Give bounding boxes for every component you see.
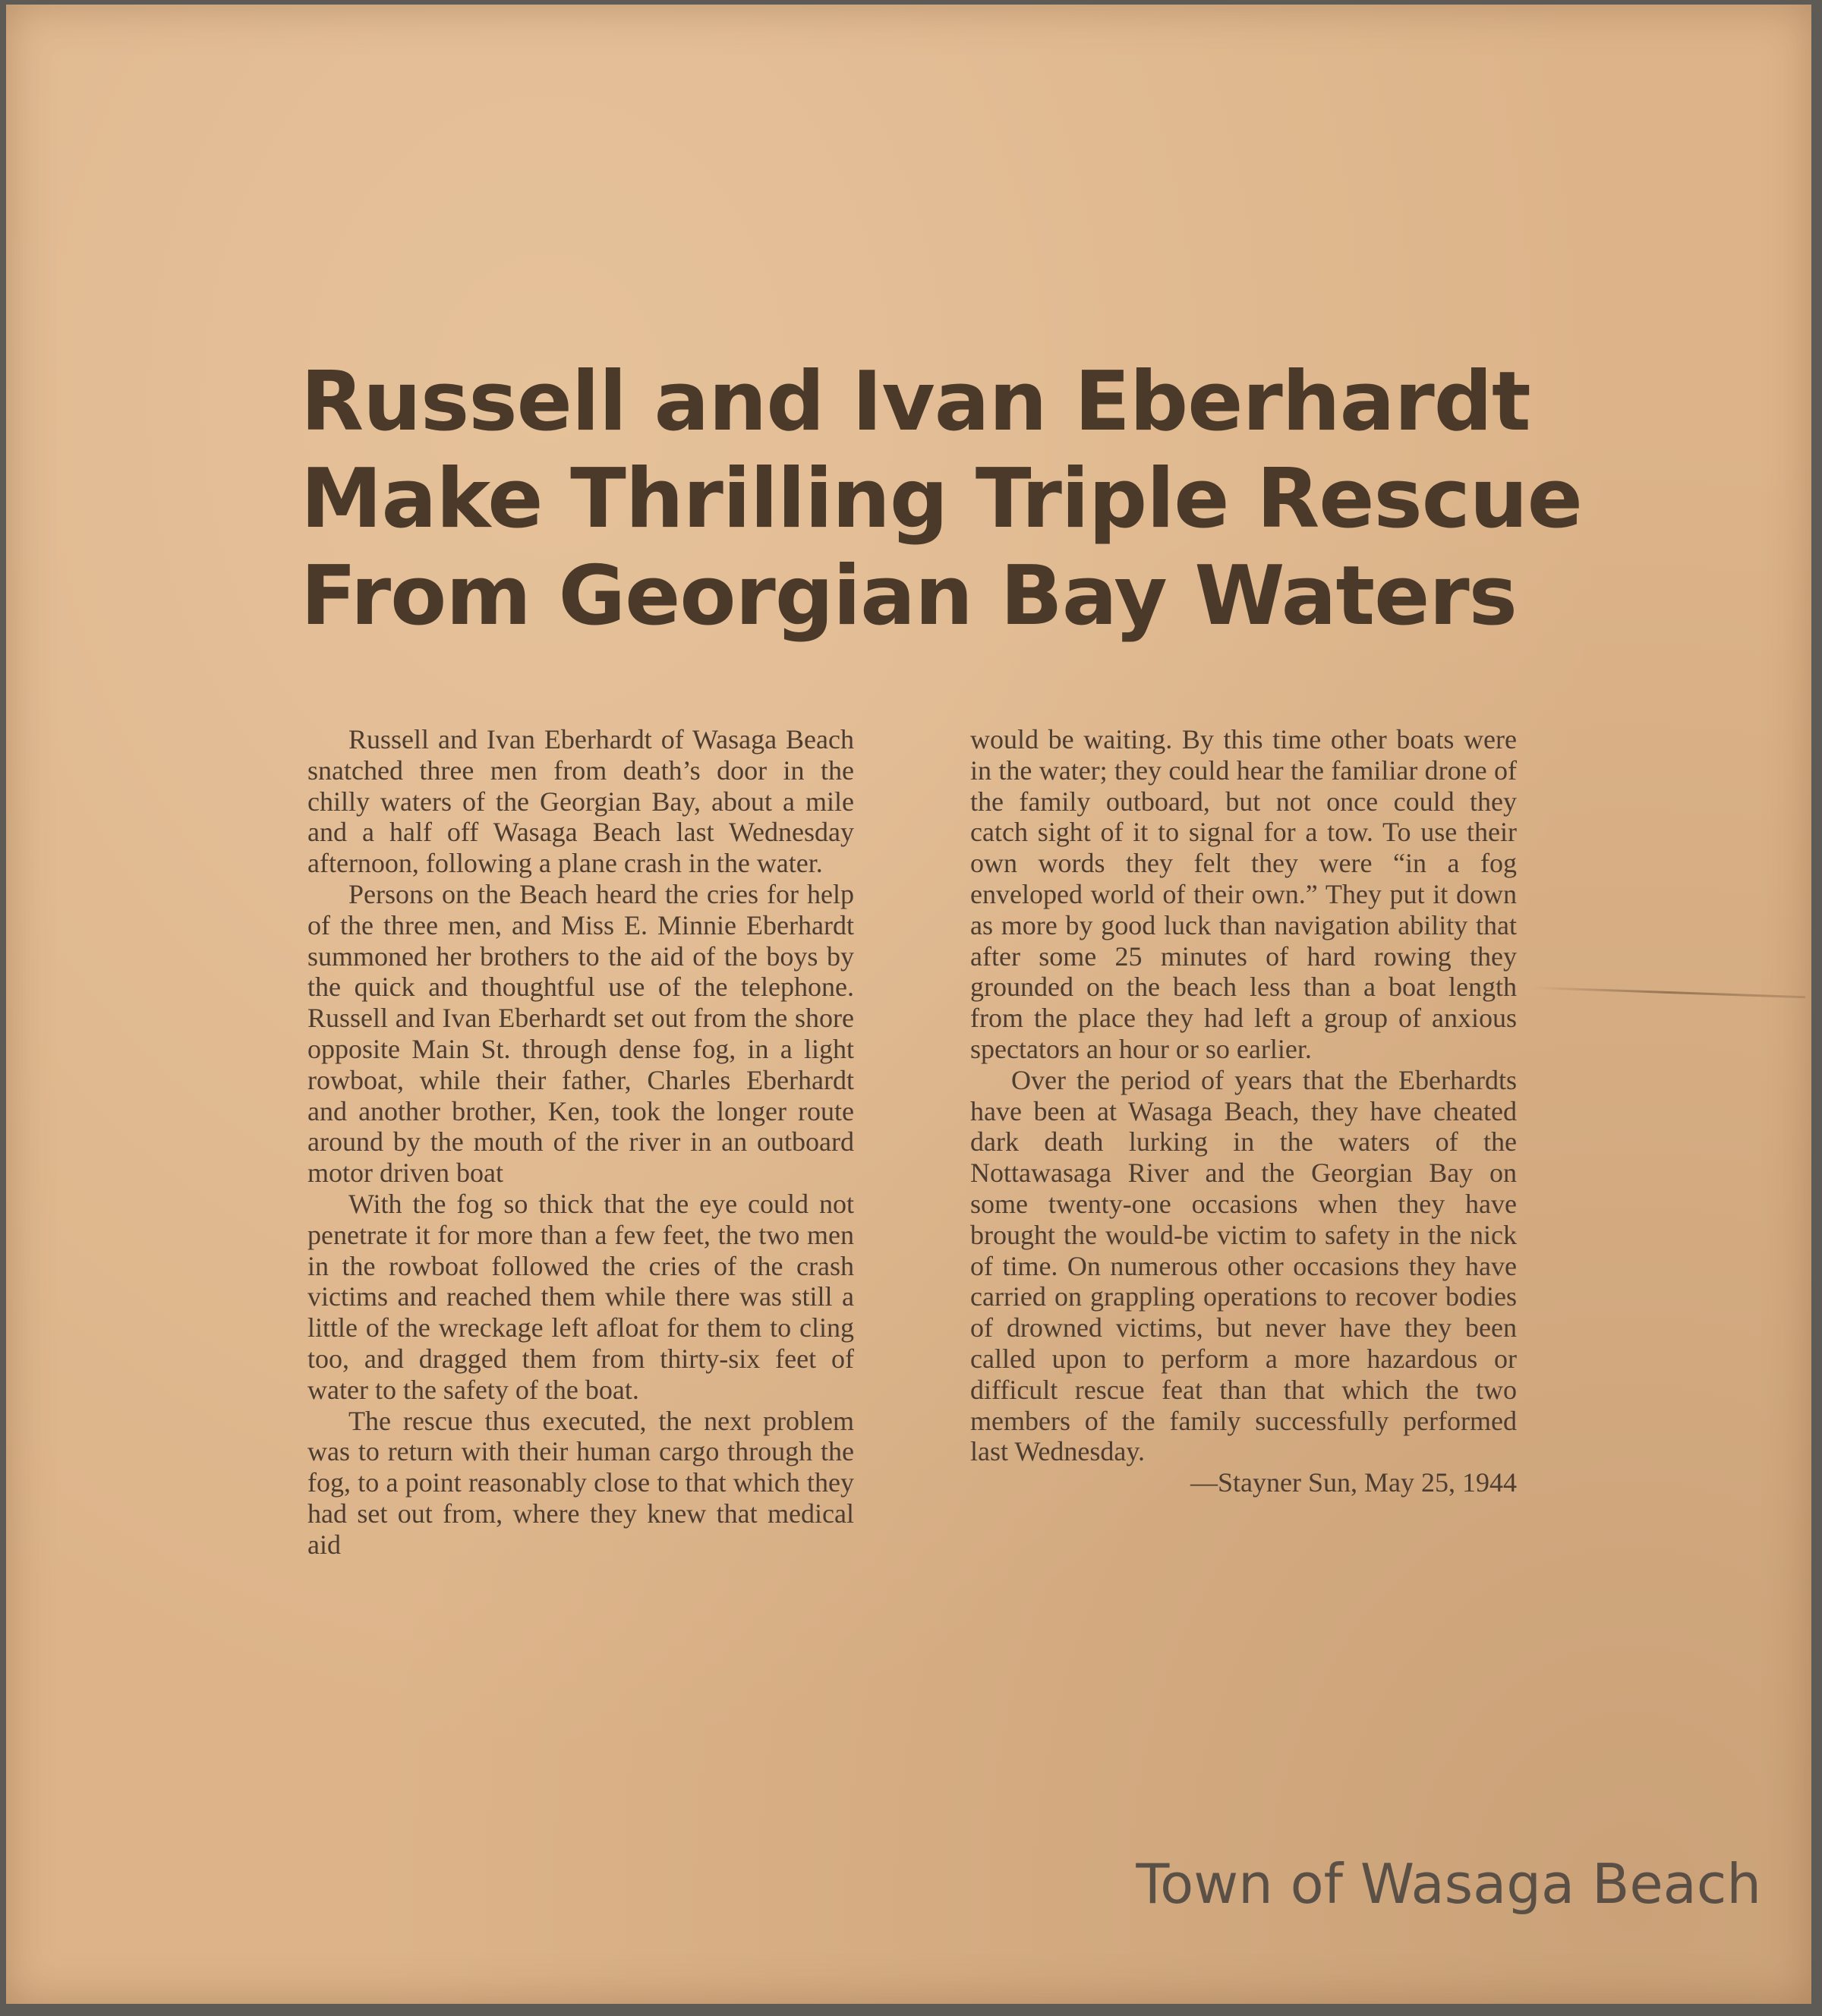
source-credit: —Stayner Sun, May 25, 1944 [1190,1467,1517,1498]
newspaper-clipping [6,5,1811,2004]
article-paragraph: Persons on the Beach heard the cries for help of the three men, and Miss E. Minnie Eberhardt summoned her brothers to the aid of the boys by the quick and thoughtful use of the telephone. Russell and Ivan Eberhardt set out from the shore opposite Main St. through dense fog, in a light rowboat, while their father, Charles Eberhardt and another brother, Ken, took the longer route around by the mouth of the river in an outboard motor driven boat [307,878,854,1189]
paper-crease [1532,987,1805,999]
watermark: Town of Wasaga Beach [1136,1852,1761,1916]
headline-line-3: From Georgian Bay Waters [301,549,1517,644]
article-paragraph: The rescue thus executed, the next problem was to return with their human cargo through the fog, to a point reasonably close to that which they had set out from, where they knew that medical aid [307,1405,854,1560]
headline-line-1: Russell and Ivan Eberhardt [301,354,1530,449]
article-paragraph: With the fog so thick that the eye could not penetrate it for more than a few feet, the two men in the rowboat followed the cries of the crash victims and reached them while there was still a little of the wreckage left afloat for them to cling too, and dragged them from thirty-six feet of water to the safety of the boat. [307,1188,854,1405]
headline-line-2: Make Thrilling Triple Rescue [301,452,1582,547]
article-paragraph-continued: would be waiting. By this time other boats were in the water; they could hear the familiar drone of the family outboard, but not once could they catch sight of it to signal for a tow. To use their own words they felt they were “in a fog enveloped world of their own.” They put it down as more by good luck than navigation ability that after some 25 minutes of hard rowing they grounded on the beach less than a boat length from the place they had left a group of anxious spectators an hour or so earlier. [970,724,1517,1064]
headline [301,354,1582,645]
article-paragraph: Over the period of years that the Eberhardts have been at Wasaga Beach, they have cheated dark death lurking in the waters of the Nottawasaga River and the Georgian Bay on some twenty-one occasions when they have brought the would-be victim to safety in the nick of time. On numerous other occasions they have carried on grappling operations to recover bodies of drowned victims, but never have they been called upon to perform a more hazardous or difficult rescue feat than that which the two members of the family successfully performed last Wednesday. [970,1064,1517,1467]
article-paragraph: Russell and Ivan Eberhardt of Wasaga Beach snatched three men from death’s door in the chilly waters of the Georgian Bay, about a mile and a half off Wasaga Beach last Wednesday afternoon, following a plane crash in the water. [307,724,854,879]
article-left-column [307,724,854,1561]
article-right-column [970,724,1517,1498]
